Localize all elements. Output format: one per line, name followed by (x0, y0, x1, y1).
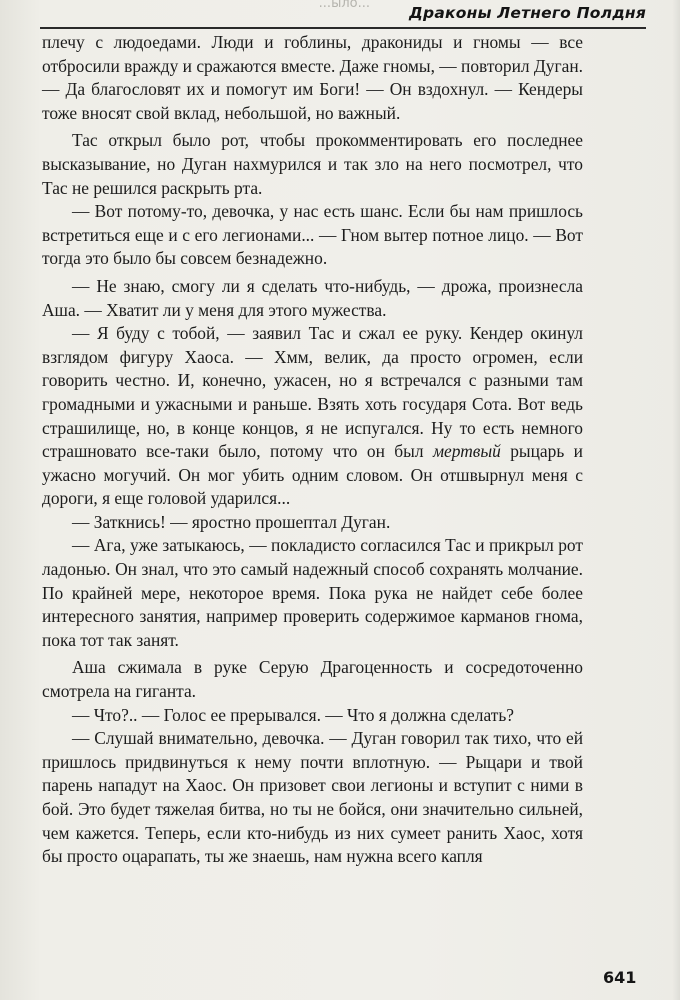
paragraph-7: — Ага, уже затыкаюсь, — покладисто согласился Тас и прикрыл рот ладонью. Он знал, что это самый надежный способ сохранять молчание. По крайней мере, некоторое время. Пока рука не найдет себе более интересного занятия, например проверить содержимое карманов гнома, пока тот так занят. (42, 535, 583, 650)
paragraph-5: — Я буду с тобой, — заявил Тас и сжал ее руку. Кендер окинул взглядом фигуру Хаоса. — Хмм, велик, да просто огромен, если говорить честно. И, конечно, ужасен, но я встречался с разными там громадными и ужасными и раньше. Взять хоть государя Сота. Вот ведь страшилище, но, в конце концов, я не испугался. Ну то есть немного страшновато все-таки было, потому что он был мертвый рыцарь и ужасно могучий. Он мог убить одним словом. Он отшвырнул меня с дороги, я еще головой ударился... (42, 323, 583, 509)
paragraph-6: — Заткнись! — яростно прошептал Дуган. (72, 511, 391, 532)
paragraph-9: — Что?.. — Голос ее прерывался. — Что я должна сделать? (72, 704, 514, 725)
paragraph-2: Тас открыл было рот, чтобы прокомментировать его последнее высказывание, но Дуган нахмурился и так зло на него посмотрел, что Тас не решился раскрыть рта. (42, 130, 583, 198)
paragraph-10: — Слушай внимательно, девочка. — Дуган говорил так тихо, что ей пришлось придвинуться к нему почти вплотную. — Рыцари и твой парень нападут на Хаос. Он призовет свои легионы и вступит с ними в бой. Это будет тяжелая битва, но ты не бойся, они значительно сильней, чем кажется. Теперь, если кто-нибудь из них сумеет ранить Хаос, хотя бы просто оцарапать, ты же знаешь, нам нужна всего капля (42, 728, 583, 867)
emphasis-word: мертвый (432, 441, 501, 462)
bleed-through-text: ...ыло... (318, 0, 370, 11)
header-rule (40, 27, 646, 29)
page-number: 641 (603, 968, 637, 987)
paragraph-3: — Вот потому-то, девочка, у нас есть шанс. Если бы нам пришлось встретиться еще и с его легионами... — Гном вытер потное лицо. — Вот тогда это было бы совсем безнадежно. (42, 201, 583, 269)
paragraph-4: — Не знаю, смогу ли я сделать что-нибудь, — дрожа, произнесла Аша. — Хватит ли у меня для этого мужества. (42, 275, 583, 320)
body-text (42, 31, 583, 869)
paragraph-8: Аша сжимала в руке Серую Драгоценность и сосредоточенно смотрела на гиганта. (42, 657, 583, 702)
paragraph-1: плечу с людоедами. Люди и гоблины, дракониды и гномы — все отбросили вражду и сражаются вместе. Даже гномы, — повторил Дуган. — Да благословят их и помогут им Боги! — Он вздохнул. — Кендеры тоже вносят свой вклад, небольшой, но важный. (42, 32, 583, 123)
running-head: Драконы Летнего Полдня (409, 4, 646, 22)
page-edge-shadow (672, 0, 680, 1000)
